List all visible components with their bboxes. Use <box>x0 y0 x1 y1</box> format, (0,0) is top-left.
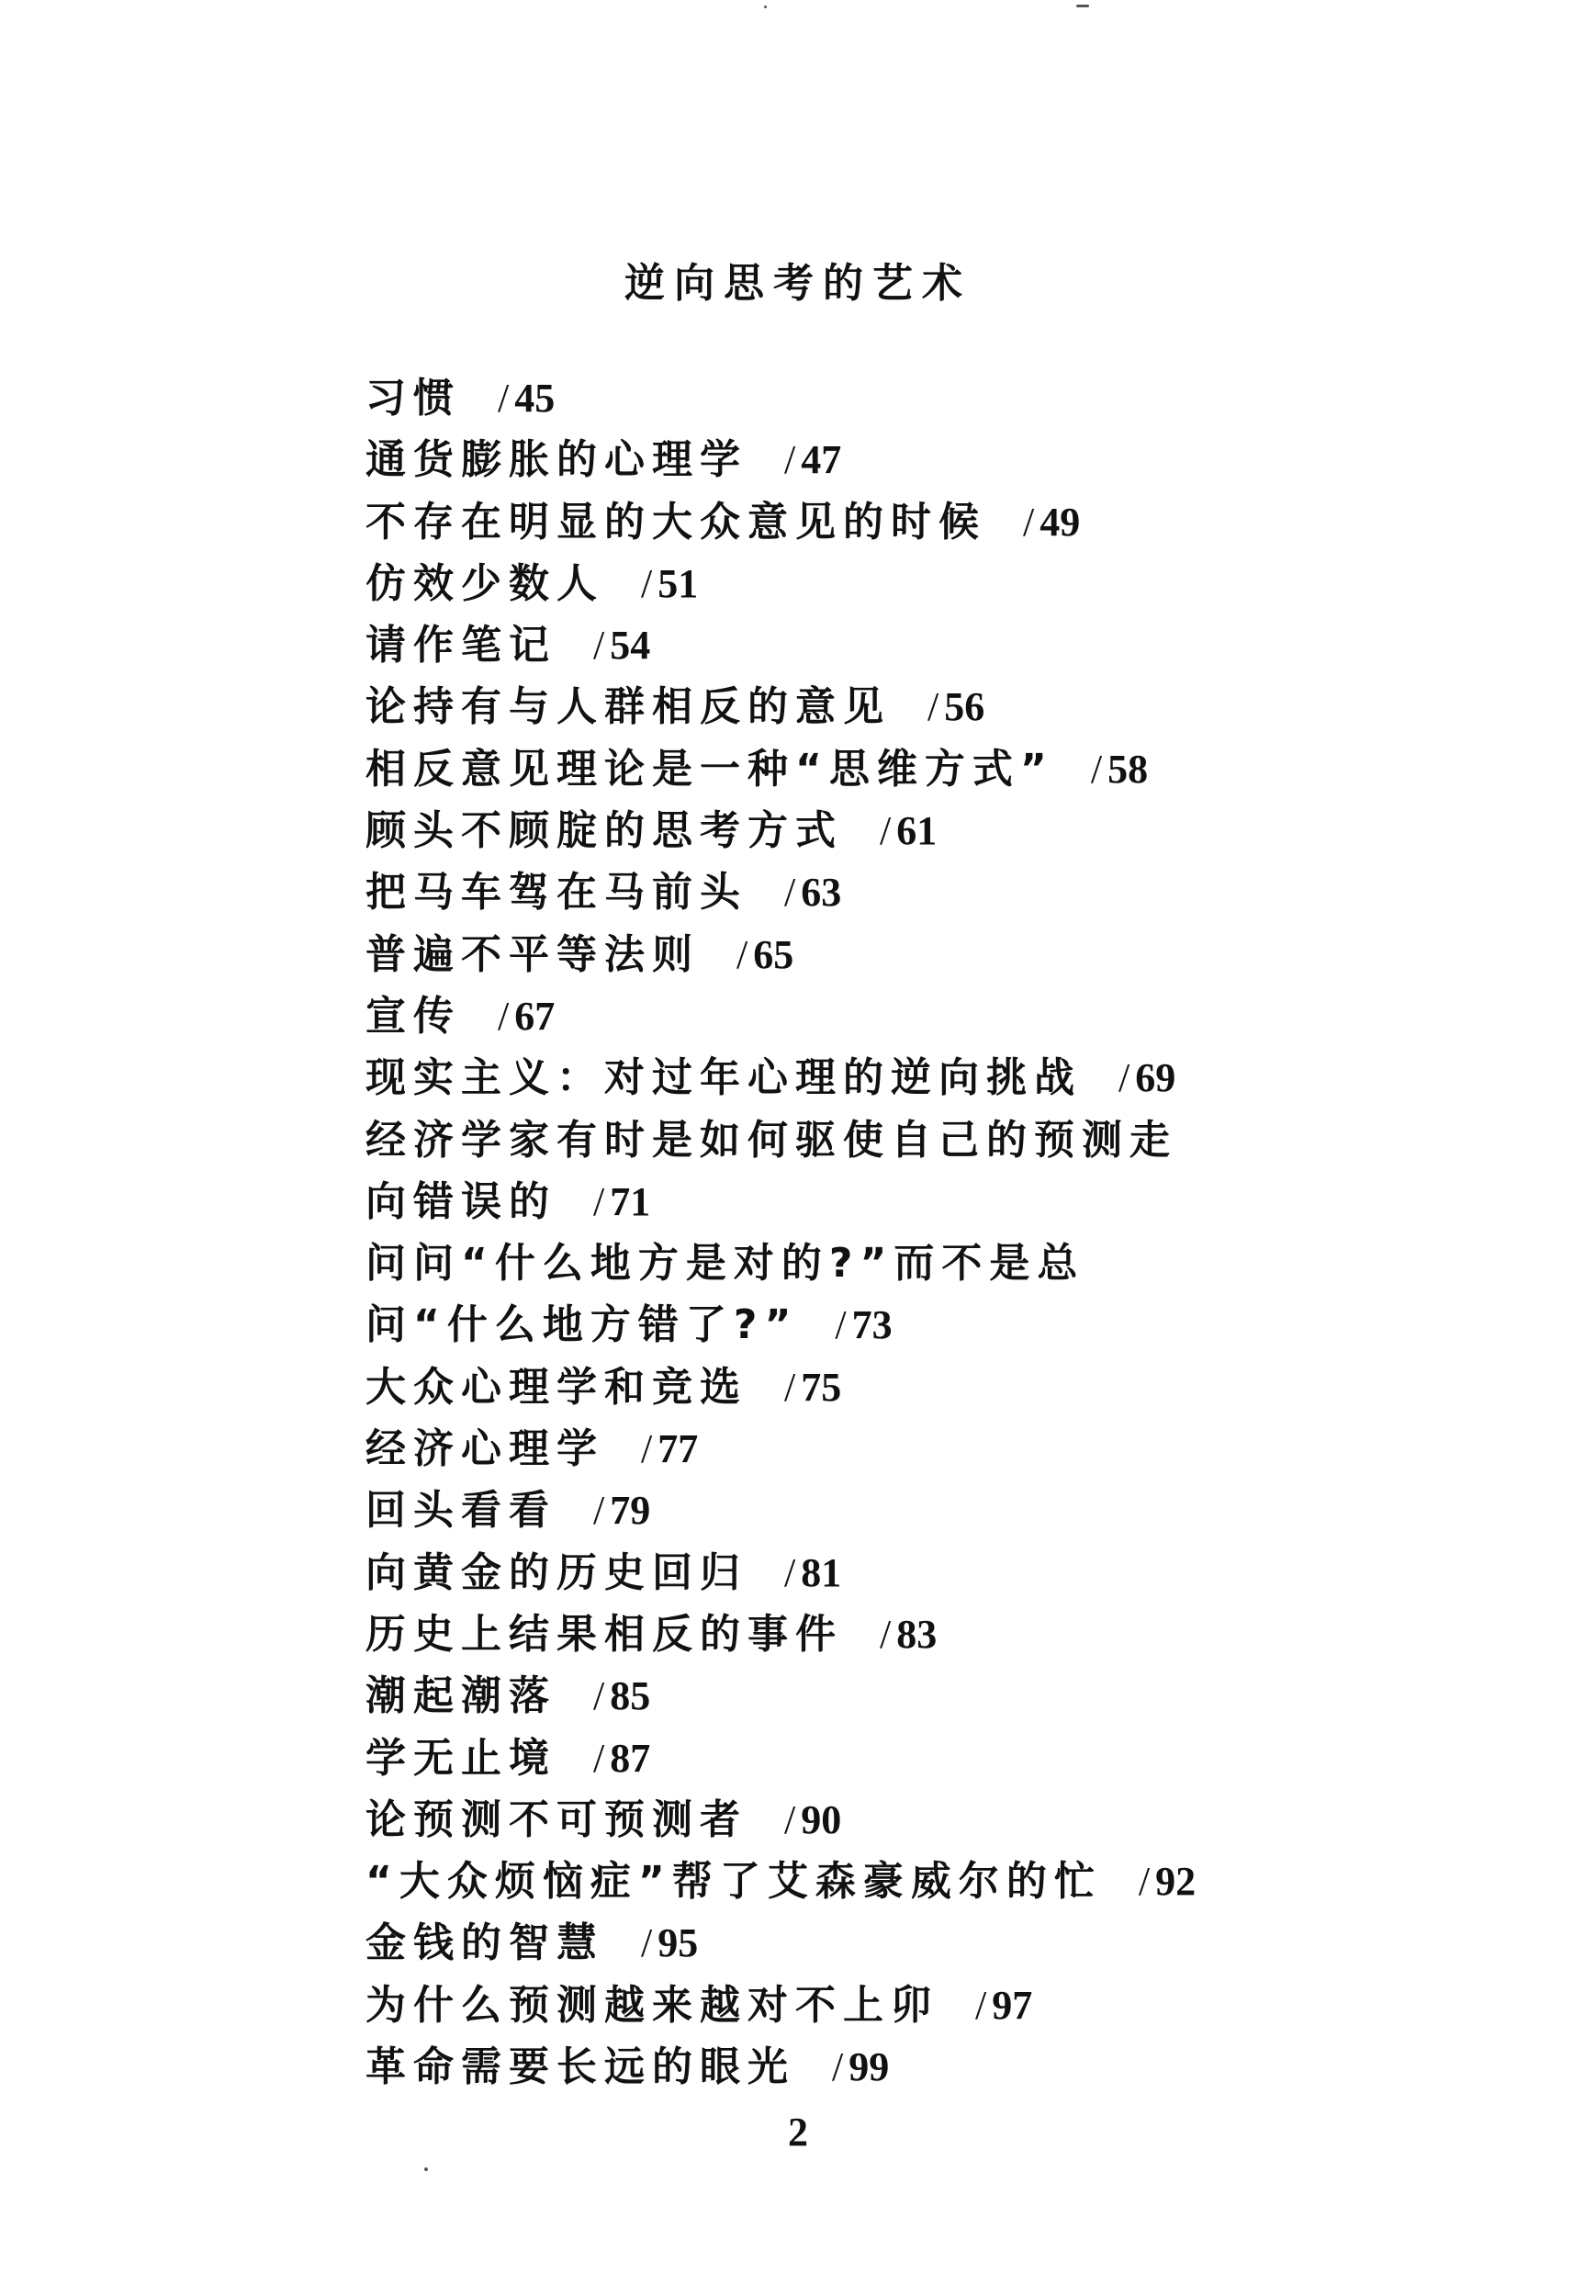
toc-separator: / <box>1138 1859 1151 1905</box>
toc-entry-page: 67 <box>514 993 556 1039</box>
toc-entry-page: 63 <box>801 870 842 916</box>
toc-entry-title: 宣传 <box>365 992 461 1040</box>
toc-entry <box>365 985 1192 1047</box>
toc-entry-title: 回头看看 <box>365 1487 556 1535</box>
scan-speck <box>1076 5 1089 7</box>
toc-entry-page: 54 <box>610 623 651 669</box>
toc-entry <box>365 491 1192 553</box>
toc-separator: / <box>832 2044 844 2090</box>
toc-entry <box>365 553 1192 614</box>
toc-entry-title: 问问“什么地方是对的?”而不是总问“什么地方错了?” <box>365 1240 1085 1349</box>
toc-entry <box>365 367 1192 429</box>
toc-separator: / <box>1118 1055 1130 1101</box>
toc-entry <box>365 1542 1192 1604</box>
toc-separator: / <box>784 1364 796 1410</box>
toc-entry <box>365 738 1192 800</box>
toc-entry-title: 学无止境 <box>365 1734 556 1782</box>
toc-entry <box>365 1728 1192 1789</box>
page-number: 2 <box>788 2110 808 2155</box>
toc-entry <box>365 1109 1192 1233</box>
toc-entry-page: 87 <box>610 1735 651 1781</box>
toc-entry-page: 47 <box>801 437 842 483</box>
toc-entry-page: 69 <box>1135 1055 1176 1101</box>
toc-entry <box>365 1975 1192 2036</box>
toc-entry <box>365 1789 1192 1851</box>
toc-entry-page: 61 <box>896 808 938 854</box>
toc-entry-title: 经济心理学 <box>365 1425 604 1473</box>
toc-entry-page: 99 <box>849 2044 890 2090</box>
toc-separator: / <box>593 1178 605 1224</box>
scan-speck <box>764 6 767 8</box>
toc-entry-page: 92 <box>1155 1859 1197 1905</box>
toc-separator: / <box>593 1673 605 1719</box>
toc-entry-title: 相反意见理论是一种“思维方式” <box>365 745 1054 793</box>
toc-entry-page: 45 <box>514 376 556 421</box>
toc-entry-page: 97 <box>992 1982 1033 2028</box>
toc-separator: / <box>593 1735 605 1781</box>
toc-entry <box>365 429 1192 490</box>
toc-entry-page: 83 <box>896 1611 938 1657</box>
toc-entry-page: 51 <box>658 560 699 606</box>
toc-entry-title: 历史上结果相反的事件 <box>365 1610 843 1658</box>
toc-entry-page: 77 <box>658 1426 699 1472</box>
toc-separator: / <box>784 1549 796 1595</box>
page-title: 逆向思考的艺术 <box>624 260 972 307</box>
toc-separator: / <box>593 1488 605 1534</box>
toc-entry <box>365 1232 1192 1356</box>
toc-entry-page: 73 <box>851 1302 893 1348</box>
toc-separator: / <box>880 808 892 854</box>
toc-entry <box>365 614 1192 676</box>
toc-entry-title: 向黄金的历史回归 <box>365 1548 747 1596</box>
toc-entry <box>365 2036 1192 2098</box>
toc-entry <box>365 861 1192 923</box>
toc-separator: / <box>498 376 510 421</box>
toc-entry <box>365 1418 1192 1480</box>
toc-separator: / <box>1090 746 1103 792</box>
toc-separator: / <box>927 684 939 730</box>
toc-separator: / <box>641 560 653 606</box>
toc-entry-title: 为什么预测越来越对不上卯 <box>365 1981 938 2029</box>
toc-entry-title: 请作笔记 <box>365 622 556 670</box>
toc-separator: / <box>641 1920 653 1966</box>
toc-entry-title: 现实主义：对过年心理的逆向挑战 <box>365 1054 1082 1102</box>
toc-entry-page: 56 <box>944 684 985 730</box>
toc-entry <box>365 800 1192 861</box>
toc-entry <box>365 1604 1192 1665</box>
toc-separator: / <box>784 1796 796 1842</box>
toc-entry <box>365 676 1192 737</box>
toc-entry-title: 把马车驾在马前头 <box>365 869 747 917</box>
toc-entry-title: 革命需要长远的眼光 <box>365 2043 795 2091</box>
toc-entry-page: 49 <box>1040 499 1081 545</box>
toc-entry-title: 仿效少数人 <box>365 559 604 607</box>
toc-entry-title: “大众烦恼症”帮了艾森豪威尔的忙 <box>365 1858 1102 1906</box>
toc-separator: / <box>784 870 796 916</box>
toc-entry-page: 58 <box>1107 746 1149 792</box>
toc-separator: / <box>975 1982 987 2028</box>
toc-entry-title: 通货膨胀的心理学 <box>365 436 747 484</box>
table-of-contents <box>365 367 1197 2098</box>
toc-entry <box>365 1480 1192 1541</box>
toc-entry-title: 不存在明显的大众意见的时候 <box>365 498 986 546</box>
toc-entry <box>365 924 1192 985</box>
toc-entry-title: 顾头不顾腚的思考方式 <box>365 807 843 855</box>
toc-entry <box>365 1356 1192 1418</box>
toc-separator: / <box>593 623 605 669</box>
toc-separator: / <box>880 1611 892 1657</box>
toc-entry-title: 普遍不平等法则 <box>365 930 700 978</box>
toc-entry-title: 论预测不可预测者 <box>365 1795 747 1843</box>
toc-entry <box>365 1047 1192 1109</box>
toc-separator: / <box>1023 499 1035 545</box>
toc-entry-title: 经济学家有时是如何驱使自己的预测走向错误的 <box>365 1116 1177 1225</box>
toc-entry-page: 75 <box>801 1364 842 1410</box>
toc-separator: / <box>784 437 796 483</box>
scan-speck <box>424 2167 428 2171</box>
toc-entry-title: 潮起潮落 <box>365 1672 556 1720</box>
toc-entry-page: 90 <box>801 1796 842 1842</box>
toc-entry <box>365 1851 1197 1912</box>
toc-entry-page: 71 <box>610 1178 651 1224</box>
toc-entry-title: 金钱的智慧 <box>365 1919 604 1967</box>
toc-entry-title: 习惯 <box>365 375 461 422</box>
toc-entry-page: 95 <box>658 1920 699 1966</box>
toc-separator: / <box>498 993 510 1039</box>
toc-entry-page: 65 <box>753 931 794 977</box>
toc-separator: / <box>835 1302 847 1348</box>
toc-separator: / <box>736 931 748 977</box>
toc-separator: / <box>641 1426 653 1472</box>
toc-entry-page: 85 <box>610 1673 651 1719</box>
toc-entry-title: 论持有与人群相反的意见 <box>365 683 891 731</box>
toc-entry-title: 大众心理学和竞选 <box>365 1363 747 1411</box>
toc-entry <box>365 1665 1192 1727</box>
toc-entry-page: 79 <box>610 1488 651 1534</box>
toc-entry <box>365 1912 1192 1974</box>
toc-entry-page: 81 <box>801 1549 842 1595</box>
